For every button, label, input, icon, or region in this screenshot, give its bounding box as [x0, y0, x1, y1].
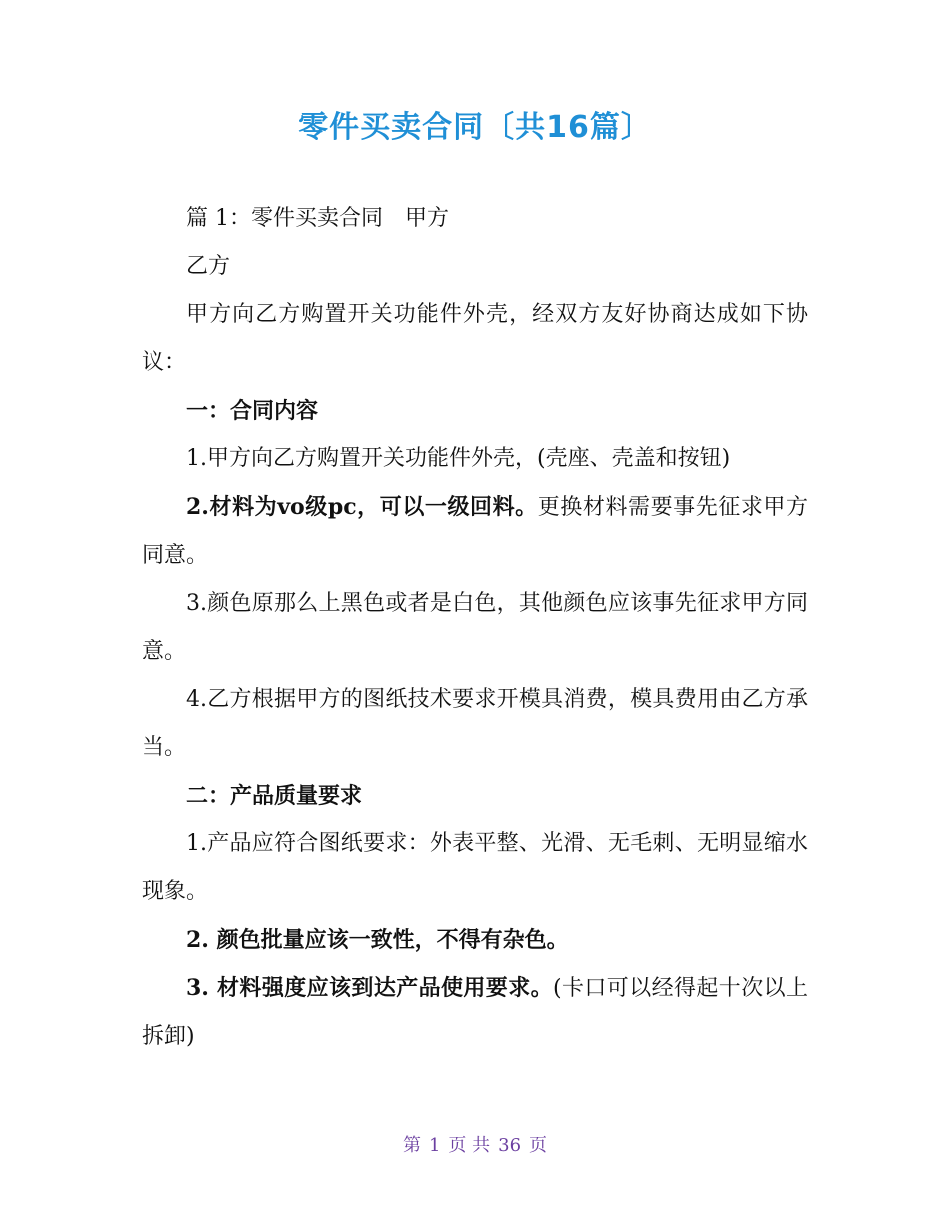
footer-total-pages: 36 — [498, 1135, 522, 1156]
party-a-label: 甲方 — [405, 206, 450, 231]
quality-item-3 — [142, 964, 808, 1061]
contract-item-2-rest: 更换材料需要事先征求甲方同意。 — [142, 495, 808, 568]
page-footer — [0, 1133, 950, 1159]
footer-label-page: 第 — [402, 1135, 421, 1156]
quality-item-3-bold: 3. 材料强度应该到达产品使用要求。 — [186, 975, 554, 1001]
quality-item-2: 2. 颜色批量应该一致性，不得有杂色。 — [186, 927, 569, 953]
part-heading: 篇 1：零件买卖合同 — [186, 206, 383, 231]
contract-item-2-bold: 2.材料为vo级pc，可以一级回料。 — [186, 494, 538, 520]
contract-item-4: 4.乙方根据甲方的图纸技术要求开模具消费，模具费用由乙方承当。 — [142, 687, 808, 760]
party-b-label: 乙方 — [186, 254, 231, 279]
quality-item-1: 1.产品应符合图纸要求：外表平整、光滑、无毛刺、无明显缩水现象。 — [142, 831, 808, 904]
contract-item-1: 1.甲方向乙方购置开关功能件外壳，(壳座、壳盖和按钮) — [186, 446, 731, 471]
contract-item-3: 3.颜色原那么上黑色或者是白色，其他颜色应该事先征求甲方同意。 — [142, 591, 808, 664]
document-title: 零件买卖合同〔共16篇〕 — [298, 110, 652, 146]
document-body — [142, 195, 808, 1061]
intro-paragraph: 甲方向乙方购置开关功能件外壳，经双方友好协商达成如下协议： — [142, 302, 808, 375]
contract-item-2 — [142, 483, 808, 580]
quality-item-3-rest: (卡口可以经得起十次以上拆卸) — [142, 976, 808, 1049]
section-heading-contract-content: 一：合同内容 — [186, 398, 319, 424]
heading-line — [142, 195, 808, 243]
footer-label-of: 页 共 — [448, 1135, 491, 1156]
section-heading-quality: 二：产品质量要求 — [186, 783, 363, 809]
footer-label-pages: 页 — [529, 1135, 548, 1156]
footer-current-page: 1 — [428, 1135, 441, 1156]
